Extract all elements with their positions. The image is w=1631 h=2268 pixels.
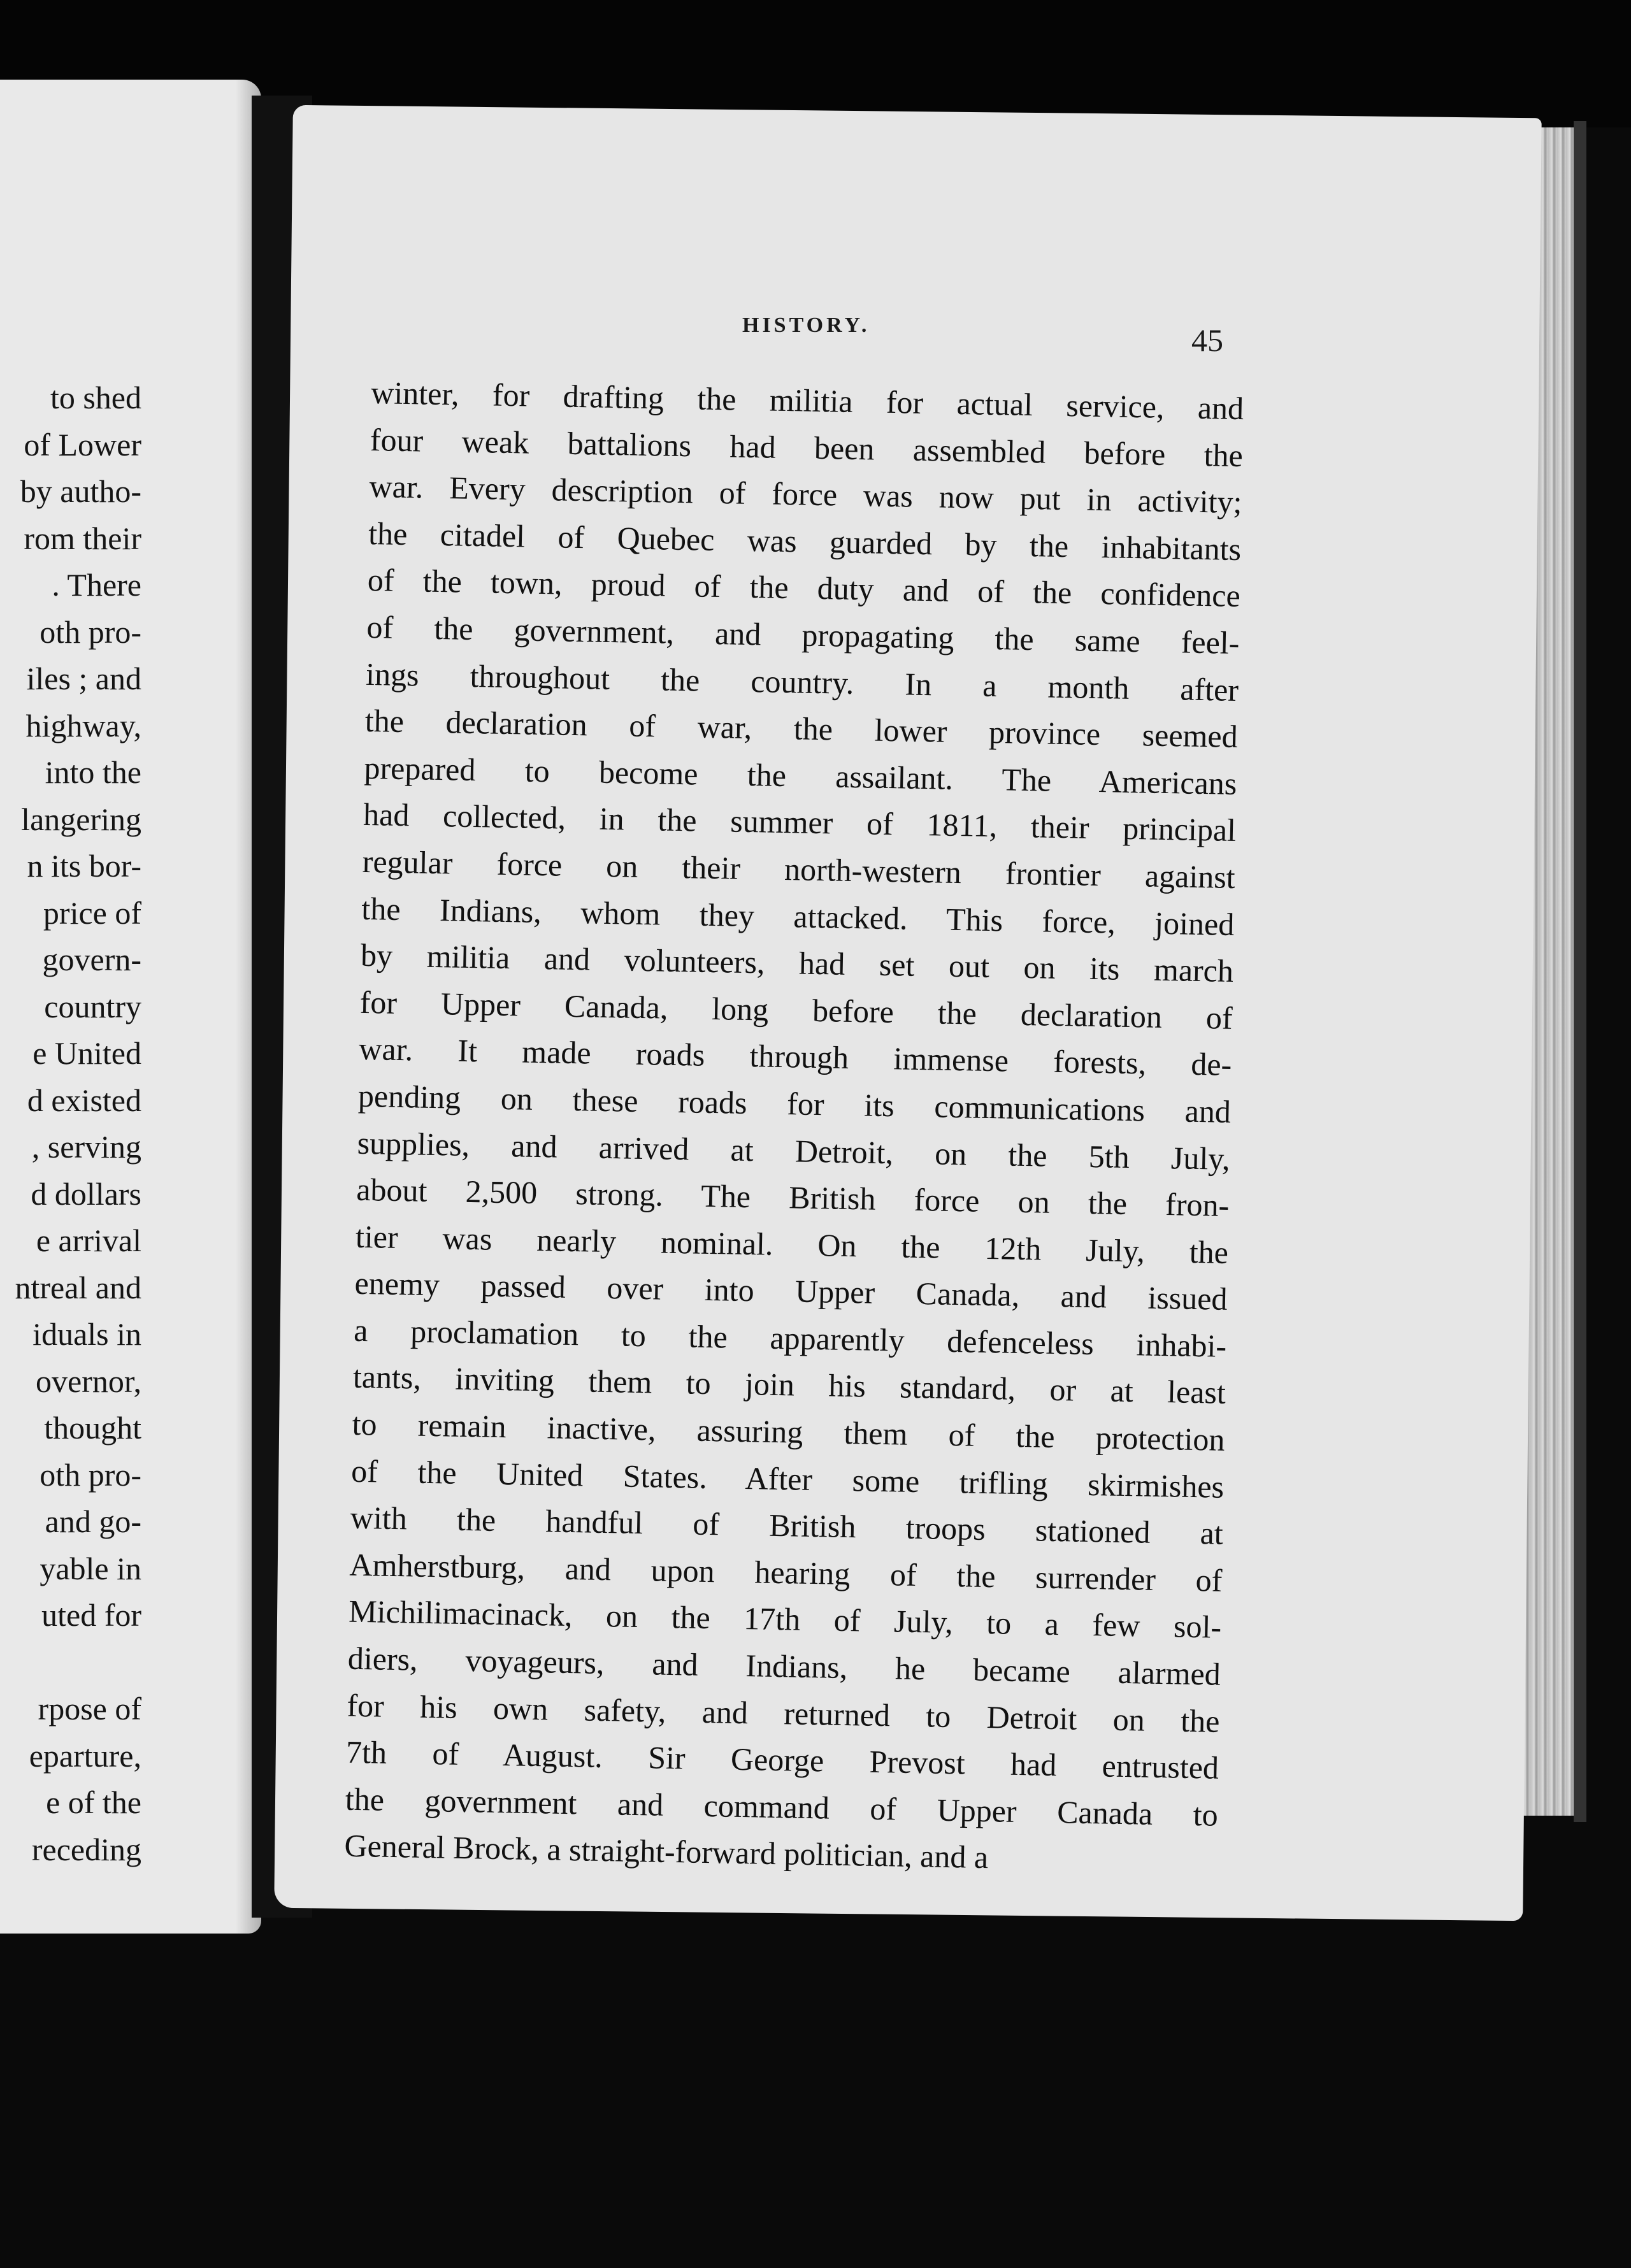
left-page-line: by autho-	[20, 473, 141, 509]
left-page-line: govern-	[42, 942, 141, 977]
left-page-line: n its bor-	[27, 848, 141, 884]
body-line: enemy passed over into Upper Canada, and issued	[354, 1265, 1228, 1317]
body-line: a proclamation to the apparently defenceless inhabi-	[353, 1312, 1227, 1364]
left-page-line: yable in	[40, 1550, 141, 1586]
left-page-line: oth pro-	[40, 614, 141, 650]
left-page-line: overnor,	[36, 1363, 141, 1399]
body-line: the Indians, whom they attacked. This force, joined	[361, 890, 1235, 942]
left-page-line: receding	[31, 1831, 141, 1867]
left-page-line: iduals in	[32, 1316, 141, 1352]
body-line: pending on these roads for its communications and	[357, 1077, 1232, 1130]
body-line: Michilimacinack, on the 17th of July, to a few sol-	[348, 1593, 1222, 1646]
left-page-line: d existed	[27, 1082, 141, 1118]
body-line: tier was nearly nominal. On the 12th July, the	[355, 1218, 1229, 1270]
left-page-line: ntreal and	[15, 1269, 141, 1305]
running-header: HISTORY.	[742, 313, 870, 337]
left-page-line: e arrival	[36, 1223, 141, 1258]
body-line: of the town, proud of the duty and of the confidence	[367, 562, 1241, 614]
body-line: the declaration of war, the lower province seemed	[364, 703, 1239, 755]
body-line: of the government, and propagating the same feel-	[366, 608, 1240, 661]
body-line: winter, for drafting the militia for actual service, and	[370, 374, 1244, 427]
body-line: regular force on their north-western frontier against	[362, 843, 1236, 895]
left-page-line: and go-	[45, 1504, 141, 1539]
body-line: ings throughout the country. In a month after	[365, 656, 1239, 708]
page-number: 45	[1191, 322, 1223, 358]
body-line: General Brock, a straight-forward politician, and a	[344, 1828, 989, 1876]
body-line: for his own safety, and returned to Detroit on the	[347, 1687, 1220, 1739]
body-line: prepared to become the assailant. The Americans	[364, 749, 1237, 801]
body-line: to remain inactive, assuring them of the protection	[352, 1405, 1225, 1458]
book-cover-edge	[1574, 121, 1586, 1822]
body-line: for Upper Canada, long before the declaration of	[359, 984, 1233, 1036]
left-page-line: uted for	[41, 1597, 141, 1633]
left-page-line: country	[44, 988, 141, 1024]
left-page-line: highway,	[25, 707, 141, 743]
body-line: by militia and volunteers, had set out on its march	[360, 937, 1234, 989]
left-page-line: e United	[32, 1035, 141, 1071]
body-line: 7th of August. Sir George Prevost had entrusted	[345, 1733, 1219, 1786]
body-line: war. Every description of force was now put in activity;	[369, 468, 1242, 520]
left-page-line: , serving	[31, 1129, 141, 1165]
right-page-text	[344, 370, 1244, 1886]
left-page-line: d dollars	[31, 1175, 141, 1212]
left-page-line: of Lower	[24, 426, 141, 463]
left-page-line: price of	[43, 894, 141, 931]
left-page-line: eparture,	[29, 1737, 141, 1774]
body-line: diers, voyageurs, and Indians, he became alarmed	[347, 1640, 1221, 1692]
body-line: with the handful of British troops stationed at	[350, 1499, 1224, 1552]
body-line: about 2,500 strong. The British force on the fron-	[356, 1171, 1230, 1223]
left-page-line: langering	[21, 801, 141, 837]
left-page-line: iles ; and	[26, 661, 141, 696]
left-page-line: into the	[45, 754, 141, 790]
body-line: the citadel of Quebec was guarded by the inhabitants	[368, 515, 1242, 567]
left-page-line: to shed	[50, 380, 141, 415]
left-page-line: rpose of	[38, 1691, 141, 1726]
left-page-line: rom their	[24, 520, 141, 556]
body-line: had collected, in the summer of 1811, their principal	[363, 796, 1237, 849]
left-page-line: . There	[52, 567, 141, 603]
left-page-line: oth pro-	[40, 1456, 141, 1493]
body-line: supplies, and arrived at Detroit, on the 5th July,	[357, 1124, 1231, 1177]
body-line: Amherstburg, and upon hearing of the surrender of	[349, 1546, 1223, 1598]
left-page-line: e of the	[46, 1784, 141, 1820]
left-page-text	[0, 375, 141, 1873]
body-line: the government and command of Upper Canada to	[345, 1781, 1219, 1833]
body-line: war. It made roads through immense forests, de-	[358, 1031, 1232, 1083]
body-line: of the United States. After some trifling skirmishes	[350, 1453, 1225, 1505]
body-line: tants, inviting them to join his standard, or at least	[352, 1359, 1226, 1411]
left-page-line	[0, 1639, 141, 1686]
left-page-line: thought	[44, 1410, 141, 1446]
body-line: four weak battalions had been assembled before the	[370, 421, 1244, 473]
